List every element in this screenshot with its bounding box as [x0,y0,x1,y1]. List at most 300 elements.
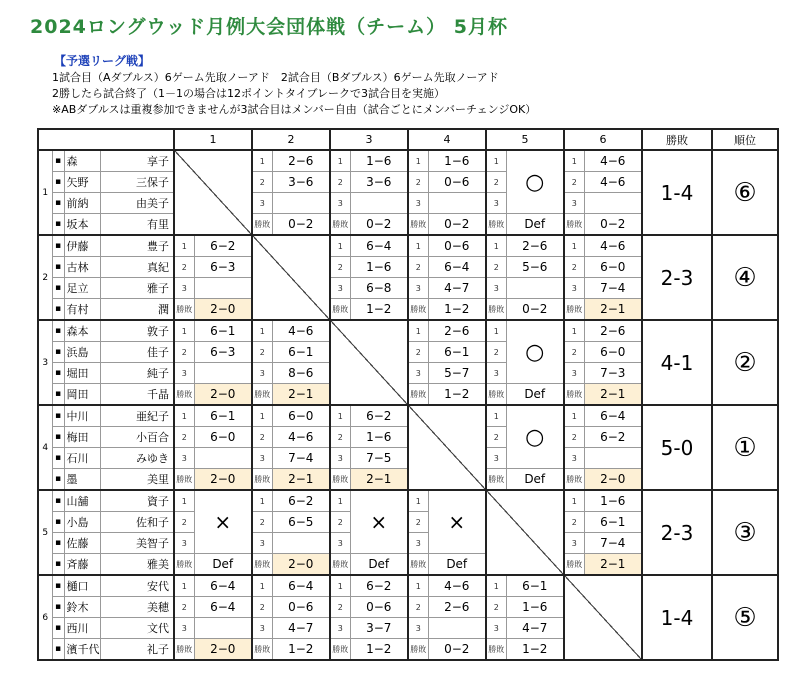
game-label: 3 [408,533,428,554]
game-label: 勝敗 [330,214,350,236]
team-row [38,575,778,597]
game-label: 1 [252,150,272,172]
game-score [506,278,564,299]
player-last-name: 足立 [64,278,100,299]
player-first-name: 小百合 [100,427,174,448]
match-total: 2−0 [272,554,330,576]
game-label: 3 [408,193,428,214]
game-score: 7−4 [584,533,642,554]
game-score [194,363,252,384]
game-label: 2 [408,257,428,278]
bullet-icon: ▪ [52,278,64,299]
game-label: 勝敗 [408,384,428,406]
header-team-3: 3 [330,129,408,150]
game-label: 2 [486,427,506,448]
game-score: 4−6 [272,427,330,448]
bullet-icon: ▪ [52,448,64,469]
match-total: 1−2 [350,639,408,661]
game-label: 3 [486,193,506,214]
game-label: 1 [408,575,428,597]
game-score: 6−4 [350,235,408,257]
game-label: 勝敗 [330,469,350,491]
player-last-name: 古林 [64,257,100,278]
player-first-name: 潤 [100,299,174,321]
default-label: Def [506,469,564,491]
game-label: 勝敗 [252,554,272,576]
game-score: 4−6 [584,235,642,257]
header-blank [38,129,174,150]
rule-line: 2勝したら試合終了（1－1の場合は12ポイントタイブレークで3試合目を実施） [52,87,445,100]
bullet-icon: ▪ [52,469,64,491]
game-label: 勝敗 [408,299,428,321]
game-score: 6−4 [194,575,252,597]
game-score: 6−0 [194,427,252,448]
self-match-cell [564,575,642,660]
match-total: 0−2 [272,214,330,236]
game-score: 4−6 [584,172,642,193]
team-number: 4 [38,405,52,490]
game-label: 勝敗 [408,554,428,576]
match-total: 0−2 [350,214,408,236]
game-score: 6−5 [272,512,330,533]
player-first-name: 美穂 [100,597,174,618]
player-first-name: 豊子 [100,235,174,257]
player-first-name: 享子 [100,150,174,172]
game-score: 3−7 [350,618,408,639]
game-score [428,193,486,214]
player-first-name: 真紀 [100,257,174,278]
game-label: 1 [564,490,584,512]
section-heading: 【予選リーグ戦】 [54,54,151,68]
game-label: 3 [174,533,194,554]
team-row [38,150,778,172]
team-record: 1-4 [642,575,712,660]
game-label: 1 [174,575,194,597]
bullet-icon: ▪ [52,490,64,512]
game-label: 2 [486,257,506,278]
game-score: 1−6 [428,150,486,172]
game-score: 6−3 [194,342,252,363]
game-score: 5−6 [506,257,564,278]
game-label: 2 [252,172,272,193]
game-score [272,193,330,214]
player-first-name: 佐和子 [100,512,174,533]
match-total: 2−1 [584,299,642,321]
match-total: 1−2 [350,299,408,321]
game-label: 3 [564,448,584,469]
player-first-name: 亜紀子 [100,405,174,427]
game-label: 勝敗 [174,469,194,491]
game-score: 6−0 [584,342,642,363]
game-score: 2−6 [584,320,642,342]
game-label: 2 [330,597,350,618]
game-score: 0−6 [272,597,330,618]
bullet-icon: ▪ [52,172,64,193]
bullet-icon: ▪ [52,342,64,363]
bullet-icon: ▪ [52,533,64,554]
game-label: 1 [330,490,350,512]
match-total: 0−2 [584,214,642,236]
game-label: 勝敗 [252,469,272,491]
game-label: 3 [252,363,272,384]
game-score: 4−6 [584,150,642,172]
team-row [38,235,778,257]
player-first-name: みゆき [100,448,174,469]
game-label: 勝敗 [330,554,350,576]
default-label: Def [506,384,564,406]
game-label: 2 [408,512,428,533]
bullet-icon: ▪ [52,299,64,321]
player-last-name: 矢野 [64,172,100,193]
bullet-icon: ▪ [52,405,64,427]
bullet-icon: ▪ [52,320,64,342]
player-first-name: 三保子 [100,172,174,193]
game-label: 3 [564,278,584,299]
player-first-name: 雅子 [100,278,174,299]
bullet-icon: ▪ [52,384,64,406]
game-label: 2 [408,597,428,618]
header-rank: 順位 [712,129,778,150]
team-rank: ③ [712,490,778,575]
team-number: 2 [38,235,52,320]
game-label: 3 [486,278,506,299]
game-label: 2 [330,512,350,533]
header-record: 勝敗 [642,129,712,150]
game-score: 6−4 [194,597,252,618]
game-score: 6−1 [584,512,642,533]
self-match-cell [174,150,252,235]
bullet-icon: ▪ [52,363,64,384]
player-first-name: 佳子 [100,342,174,363]
win-circle-mark: ○ [506,405,564,469]
game-label: 勝敗 [564,299,584,321]
player-first-name: 千晶 [100,384,174,406]
team-rank: ⑥ [712,150,778,235]
game-score: 1−6 [350,427,408,448]
game-label: 1 [174,235,194,257]
game-label: 勝敗 [408,214,428,236]
self-match-cell [252,235,330,320]
game-label: 勝敗 [486,299,506,321]
match-total: 1−2 [506,639,564,661]
match-total: 1−2 [428,384,486,406]
game-score: 2−6 [428,320,486,342]
game-label: 勝敗 [486,214,506,236]
game-label: 1 [252,405,272,427]
player-first-name: 雅美 [100,554,174,576]
game-label: 2 [564,427,584,448]
game-score: 4−6 [272,320,330,342]
game-label: 2 [252,342,272,363]
team-record: 1-4 [642,150,712,235]
game-score: 1−6 [350,150,408,172]
game-label: 2 [564,342,584,363]
game-label: 勝敗 [252,384,272,406]
self-match-cell [408,405,486,490]
game-label: 2 [486,172,506,193]
game-label: 2 [408,342,428,363]
game-score: 8−6 [272,363,330,384]
game-label: 1 [486,235,506,257]
game-label: 勝敗 [174,299,194,321]
game-score: 1−6 [350,257,408,278]
game-label: 勝敗 [252,214,272,236]
game-score [584,193,642,214]
game-label: 1 [486,150,506,172]
player-first-name: 純子 [100,363,174,384]
bullet-icon: ▪ [52,214,64,236]
game-label: 1 [486,575,506,597]
game-label: 3 [174,363,194,384]
player-last-name: 伊藤 [64,235,100,257]
game-label: 3 [174,448,194,469]
player-last-name: 斉藤 [64,554,100,576]
game-score: 7−3 [584,363,642,384]
game-score: 2−6 [506,235,564,257]
game-score: 6−2 [584,427,642,448]
game-label: 勝敗 [174,639,194,661]
game-label: 1 [174,320,194,342]
game-score: 6−1 [506,575,564,597]
game-label: 勝敗 [330,639,350,661]
team-record: 5-0 [642,405,712,490]
game-score: 6−1 [428,342,486,363]
loss-cross-mark: × [350,490,408,554]
match-total: 2−0 [194,469,252,491]
game-score: 2−6 [272,150,330,172]
header-team-1: 1 [174,129,252,150]
game-label: 3 [252,618,272,639]
game-label: 1 [564,235,584,257]
player-last-name: 中川 [64,405,100,427]
game-score: 6−0 [272,405,330,427]
team-record: 2-3 [642,235,712,320]
header-team-5: 5 [486,129,564,150]
player-first-name: 美里 [100,469,174,491]
game-label: 1 [252,320,272,342]
game-score: 7−4 [272,448,330,469]
match-total: 2−1 [584,554,642,576]
game-label: 2 [564,172,584,193]
match-total: 0−2 [428,639,486,661]
game-label: 勝敗 [486,469,506,491]
match-total: 2−1 [272,384,330,406]
game-label: 1 [330,235,350,257]
game-label: 1 [564,150,584,172]
game-score [272,533,330,554]
player-last-name: 岡田 [64,384,100,406]
game-label: 3 [564,533,584,554]
player-first-name: 有里 [100,214,174,236]
game-score [428,618,486,639]
game-score: 4−7 [272,618,330,639]
team-number: 3 [38,320,52,405]
team-row [38,490,778,512]
player-last-name: 樋口 [64,575,100,597]
game-score: 6−4 [584,405,642,427]
player-first-name: 敦子 [100,320,174,342]
game-label: 1 [408,150,428,172]
game-label: 勝敗 [174,554,194,576]
player-first-name: 安代 [100,575,174,597]
player-last-name: 佐藤 [64,533,100,554]
team-rank: ② [712,320,778,405]
game-label: 2 [564,512,584,533]
team-rank: ① [712,405,778,490]
game-label: 勝敗 [174,384,194,406]
page-title: 2024ロングウッド月例大会団体戦（チーム） 5月杯 [30,16,508,38]
player-last-name: 堀田 [64,363,100,384]
default-label: Def [428,554,486,576]
bullet-icon: ▪ [52,235,64,257]
game-label: 2 [486,342,506,363]
game-score: 6−3 [194,257,252,278]
game-label: 3 [408,278,428,299]
game-score [194,618,252,639]
game-label: 2 [252,597,272,618]
game-score: 1−6 [584,490,642,512]
game-label: 1 [486,405,506,427]
game-score: 6−0 [584,257,642,278]
game-score: 6−2 [350,575,408,597]
team-rank: ⑤ [712,575,778,660]
game-score: 7−5 [350,448,408,469]
game-label: 2 [408,172,428,193]
game-score: 4−6 [428,575,486,597]
player-last-name: 西川 [64,618,100,639]
win-circle-mark: ○ [506,150,564,214]
game-label: 1 [330,575,350,597]
game-label: 勝敗 [408,639,428,661]
default-label: Def [506,214,564,236]
game-label: 2 [174,257,194,278]
game-label: 3 [408,618,428,639]
game-label: 1 [330,405,350,427]
game-score: 6−1 [194,405,252,427]
header-row [38,129,778,150]
header-team-6: 6 [564,129,642,150]
game-label: 2 [174,512,194,533]
game-label: 3 [330,618,350,639]
game-score [584,448,642,469]
game-label: 1 [174,405,194,427]
player-first-name: 由美子 [100,193,174,214]
game-label: 1 [408,235,428,257]
default-label: Def [350,554,408,576]
player-first-name: 文代 [100,618,174,639]
player-last-name: 森 [64,150,100,172]
game-score: 6−2 [272,490,330,512]
player-first-name: 礼子 [100,639,174,661]
default-label: Def [194,554,252,576]
team-row [38,405,778,427]
game-label: 1 [564,320,584,342]
player-last-name: 梅田 [64,427,100,448]
match-total: 2−0 [194,384,252,406]
game-label: 3 [564,363,584,384]
game-label: 3 [252,448,272,469]
match-total: 1−2 [428,299,486,321]
game-label: 3 [564,193,584,214]
game-label: 2 [174,342,194,363]
player-first-name: 資子 [100,490,174,512]
team-number: 6 [38,575,52,660]
match-total: 2−1 [272,469,330,491]
game-score: 0−6 [350,597,408,618]
player-last-name: 森本 [64,320,100,342]
game-score: 0−6 [428,235,486,257]
bullet-icon: ▪ [52,597,64,618]
game-score: 1−6 [506,597,564,618]
bullet-icon: ▪ [52,512,64,533]
game-label: 2 [486,597,506,618]
bullet-icon: ▪ [52,257,64,278]
game-label: 3 [330,193,350,214]
game-label: 3 [174,618,194,639]
bullet-icon: ▪ [52,427,64,448]
game-score: 6−4 [428,257,486,278]
team-number: 5 [38,490,52,575]
game-label: 1 [408,320,428,342]
bullet-icon: ▪ [52,575,64,597]
bullet-icon: ▪ [52,618,64,639]
bullet-icon: ▪ [52,554,64,576]
match-total: 2−0 [584,469,642,491]
game-label: 2 [174,597,194,618]
game-label: 勝敗 [564,384,584,406]
team-record: 4-1 [642,320,712,405]
self-match-cell [486,490,564,575]
game-label: 3 [330,533,350,554]
game-label: 勝敗 [330,299,350,321]
game-label: 1 [174,490,194,512]
player-last-name: 濱千代 [64,639,100,661]
game-score: 7−4 [584,278,642,299]
game-label: 3 [330,278,350,299]
rule-line: 1試合目（Aダブルス）6ゲーム先取ノーアド 2試合目（Bダブルス）6ゲーム先取ノーアド [52,71,499,84]
game-label: 1 [486,320,506,342]
header-team-4: 4 [408,129,486,150]
game-score [194,448,252,469]
game-label: 2 [330,172,350,193]
team-rank: ④ [712,235,778,320]
loss-cross-mark: × [428,490,486,554]
game-score: 4−7 [428,278,486,299]
game-score: 6−2 [194,235,252,257]
game-label: 2 [252,512,272,533]
game-label: 3 [486,448,506,469]
game-label: 2 [252,427,272,448]
game-label: 勝敗 [252,639,272,661]
player-last-name: 有村 [64,299,100,321]
bullet-icon: ▪ [52,150,64,172]
team-record: 2-3 [642,490,712,575]
game-score: 6−1 [194,320,252,342]
player-last-name: 前納 [64,193,100,214]
game-label: 2 [174,427,194,448]
player-last-name: 鈴木 [64,597,100,618]
team-row [38,320,778,342]
player-last-name: 坂本 [64,214,100,236]
bullet-icon: ▪ [52,193,64,214]
match-total: 2−1 [350,469,408,491]
player-last-name: 墨 [64,469,100,491]
game-label: 勝敗 [564,469,584,491]
game-score: 2−6 [428,597,486,618]
player-first-name: 美智子 [100,533,174,554]
self-match-cell [330,320,408,405]
match-total: 0−2 [428,214,486,236]
